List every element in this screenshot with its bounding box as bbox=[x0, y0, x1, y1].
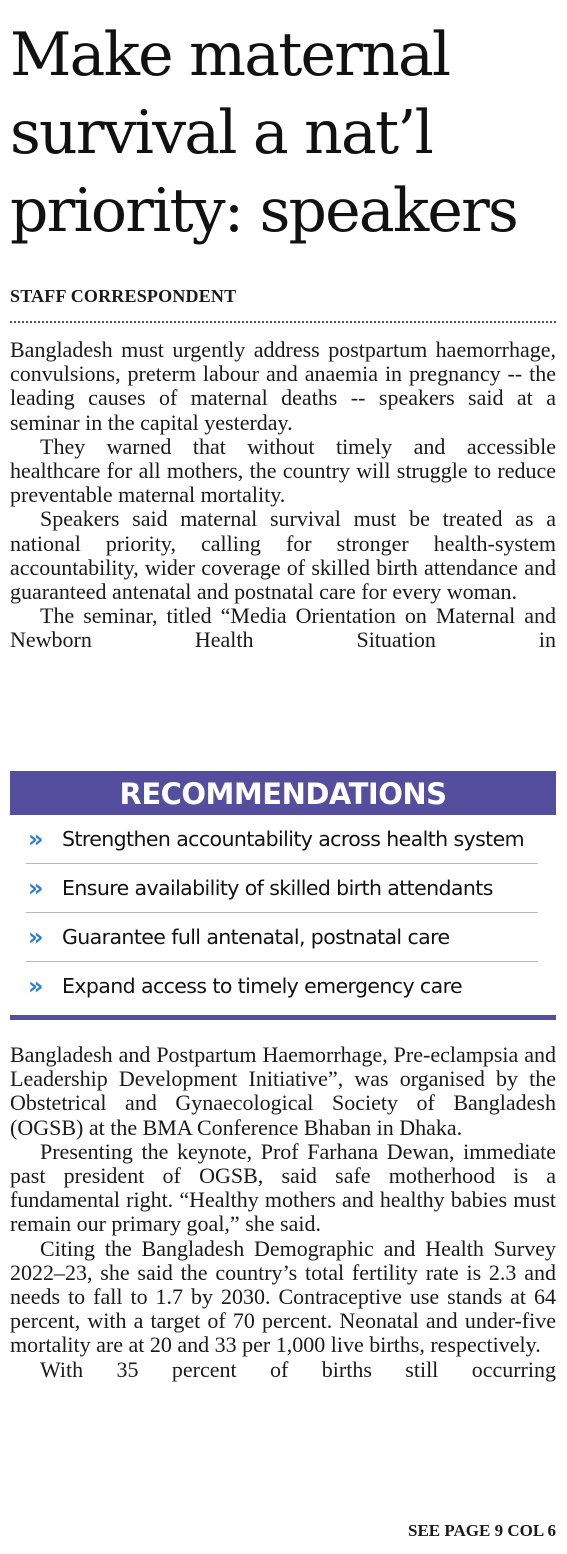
recommendation-text: Guarantee full antenatal, postnatal care bbox=[62, 925, 450, 949]
double-chevron-icon: » bbox=[28, 923, 38, 951]
headline-line-1: Make maternal bbox=[10, 20, 450, 90]
article-body-top bbox=[10, 338, 556, 653]
article-body-bottom bbox=[10, 1043, 556, 1382]
recommendation-item bbox=[26, 913, 538, 962]
recommendations-box bbox=[10, 771, 556, 1010]
recommendation-text: Expand access to timely emergency care bbox=[62, 974, 462, 998]
article-paragraph: Speakers said maternal survival must be treated as a national priority, calling for stronger health-system accountability, wider coverage of skilled birth attendance and guaranteed antenatal and postnatal care for every woman. bbox=[10, 506, 556, 605]
byline: STAFF CORRESPONDENT bbox=[10, 286, 237, 306]
headline-line-3: priority: speakers bbox=[10, 176, 517, 246]
double-chevron-icon: » bbox=[28, 972, 38, 1000]
article-paragraph: Citing the Bangladesh Demographic and Health Survey 2022–23, she said the country’s total fertility rate is 2.3 and needs to fall to 1.7 by 2030. Contraceptive use stands at 64 percent, with a target of 70 percent. Neonatal and under-five mortality are at 20 and 33 per 1,000 live births, respectively. bbox=[10, 1235, 556, 1358]
headline bbox=[10, 16, 562, 250]
recommendations-list bbox=[10, 815, 556, 1010]
dotted-divider bbox=[10, 321, 556, 323]
continuation-link[interactable]: SEE PAGE 9 COL 6 bbox=[408, 1521, 556, 1540]
article-paragraph: They warned that without timely and accessible healthcare for all mothers, the country will struggle to reduce preventable maternal mortality. bbox=[10, 433, 556, 508]
article-paragraph: With 35 percent of births still occurring bbox=[40, 1356, 556, 1382]
article-paragraph: Bangladesh must urgently address postpartum haemorrhage, convulsions, preterm labour and anaemia in pregnancy -- the leading causes of maternal deaths -- speakers said at a seminar in the capital yesterday. bbox=[10, 337, 556, 435]
headline-line-2: survival a nat’l bbox=[10, 98, 432, 168]
article-paragraph: The seminar, titled “Media Orientation on Maternal and Newborn Health Situation in bbox=[10, 603, 556, 653]
recommendation-item bbox=[26, 815, 538, 864]
double-chevron-icon: » bbox=[28, 825, 38, 853]
recommendation-item bbox=[26, 864, 538, 913]
recommendation-text: Ensure availability of skilled birth attendants bbox=[62, 876, 493, 900]
recommendation-item bbox=[26, 962, 538, 1010]
double-chevron-icon: » bbox=[28, 874, 38, 902]
recommendation-text: Strengthen accountability across health system bbox=[62, 827, 524, 851]
recommendations-title: RECOMMENDATIONS bbox=[10, 771, 556, 815]
article-paragraph: Presenting the keynote, Prof Farhana Dewan, immediate past president of OGSB, said safe motherhood is a fundamental right. “Healthy mothers and healthy babies must remain our primary goal,” she said. bbox=[10, 1138, 556, 1237]
recommendations-bottom-rule bbox=[10, 1015, 556, 1020]
article-paragraph: Bangladesh and Postpartum Haemorrhage, Pre-eclampsia and Leadership Development Initiative”, was organised by the Obstetrical and Gynaecological Society of Bangladesh (OGSB) at the BMA Conference Bhaban in Dhaka. bbox=[10, 1042, 556, 1140]
